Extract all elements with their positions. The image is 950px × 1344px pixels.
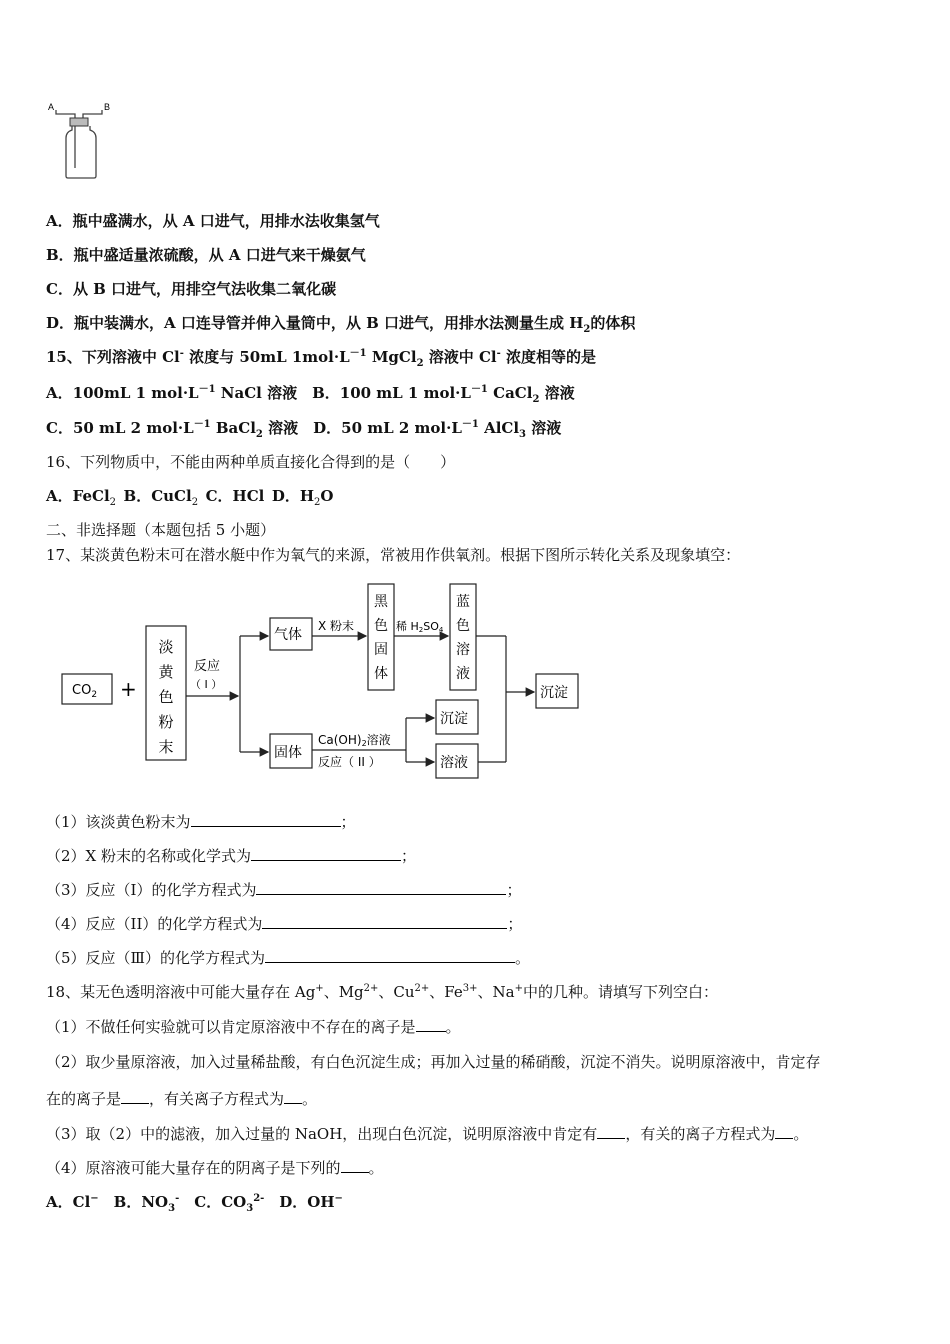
black-solid-char: 黑 [374,594,388,610]
q16-options: A．FeCl$_2$ B．CuCl$_2$ C．HCl D．$H_2O$ [46,487,334,508]
apparatus-label-b: B [104,102,111,112]
gas-label: 气体 [274,627,302,643]
answer-blank[interactable] [251,846,401,861]
caoh2-label: Ca(OH)2溶液 [318,733,391,748]
answer-blank[interactable] [597,1124,625,1139]
answer-blank[interactable] [191,812,341,827]
q18-sub4: （4）原溶液可能大量存在的阴离子是下列的 。 [46,1159,384,1177]
q18-sub2-cont: 在的离子是 ，有关离子方程式为 。 [46,1090,318,1108]
precipitate-label: 沉淀 [440,711,468,727]
q14-option-a: A．瓶中盛满水，从 A 口进气，用排水法收集氢气 [46,212,380,230]
answer-blank[interactable] [262,914,507,929]
black-solid-char: 色 [374,618,388,634]
co2-label: $CO_2$ [72,683,98,700]
powder-char: 末 [158,738,174,756]
conversion-diagram [56,580,596,780]
q18-options: A．Cl− B．$NO_3^-$ C．$CO_3^{2-}$ D．OH− [46,1193,343,1214]
solid-label: 固体 [274,745,302,761]
final-precipitate-label: 沉淀 [540,685,568,701]
powder-char: 黄 [158,663,174,681]
x-powder-label: X 粉末 [318,619,355,633]
powder-vertical-text [158,638,174,756]
q16-stem: 16、下列物质中，不能由两种单质直接化合得到的是（ ） [46,453,456,471]
blue-solution-char: 蓝 [456,594,470,610]
q17-sub4: （4）反应（II）的化学方程式为 ； [46,915,523,933]
q18-sub3: （3）取（2）中的滤液，加入过量的 NaOH，出现白色沉淀，说明原溶液中肯定有 ，有关的离子方程式为 。 [46,1125,809,1143]
powder-char: 粉 [158,713,174,731]
q17-sub2: （2）X 粉末的名称或化学式为 ； [46,847,417,865]
q17-sub5: （5）反应（Ⅲ）的化学方程式为 。 [46,949,531,967]
q15-options-ab: A．100mL 1 $mol\cdot L^{-1}$ NaCl 溶液 B．100 mL 1 $mol\cdot L^{-1}$ CaCl$_2$ 溶液 [46,384,575,405]
answer-blank[interactable] [256,880,506,895]
blue-solution-text [456,593,470,682]
q17-stem: 17、某淡黄色粉末可在潜水艇中作为氧气的来源，常被用作供氧剂。根据下图所示转化关系及现象填空： [46,546,741,564]
q18-sub1: （1）不做任何实验就可以肯定原溶液中不存在的离子是 。 [46,1018,461,1036]
powder-char: 色 [158,688,174,706]
black-solid-text [374,594,389,682]
q17-sub1: （1）该淡黄色粉末为 ； [46,813,356,831]
q15-stem: 15、下列溶液中 Cl- 浓度与 50mL $1mol\cdot L^{-1}$ MgCl$_2$ 溶液中 Cl- 浓度相等的是 [46,348,597,369]
blue-solution-char: 液 [456,666,470,682]
answer-blank[interactable] [775,1124,793,1139]
reaction1-label: 反应 [194,659,221,674]
powder-char: 淡 [158,638,174,656]
black-solid-char: 体 [374,666,388,682]
q15-options-cd: C．50 mL 2 $mol\cdot L^{-1}$ BaCl$_2$ 溶液 D．50 mL 2 $mol\cdot L^{-1}$ AlCl$_3$ 溶液 [46,419,562,440]
section-heading: 二、非选择题（本题包括 5 小题） [46,521,276,539]
h2so4-label: 稀 H2SO4 [396,620,444,634]
black-solid-char: 固 [374,642,388,658]
bottle-body [66,126,96,178]
q14-option-d: D．瓶中装满水，A 口连导管并伸入量筒中，从 B 口进气，用排水法测量生成 $H_2$的体积 [46,314,636,335]
apparatus-label-a: A [48,102,55,112]
answer-blank[interactable] [121,1089,149,1104]
blue-solution-char: 色 [456,618,470,634]
answer-blank[interactable] [341,1158,369,1173]
solution-label: 溶液 [440,755,468,771]
q18-stem: 18、某无色透明溶液中可能大量存在 Ag+、$Mg^{2+}$、$Cu^{2+}$、$Fe^{3+}$、Na+中的几种。请填写下列空白： [46,983,718,1001]
reaction2-label: 反应（ II ） [318,755,381,769]
gas-bottle-figure [44,98,116,182]
plus-sign: + [120,677,137,701]
q17-sub3: （3）反应（I）的化学方程式为 ； [46,881,522,899]
answer-blank[interactable] [265,948,515,963]
blue-solution-char: 溶 [456,642,470,658]
stopper [70,118,88,126]
q14-option-b: B．瓶中盛适量浓硫酸，从 A 口进气来干燥氨气 [46,246,366,264]
q18-sub2: （2）取少量原溶液，加入过量稀盐酸，有白色沉淀生成；再加入过量的稀硝酸，沉淀不消失。说明原溶液中，肯定存 [46,1053,821,1071]
answer-blank[interactable] [284,1089,302,1104]
answer-blank[interactable] [416,1017,446,1032]
reaction1-number: （ I ） [190,678,223,691]
q14-option-c: C．从 B 口进气，用排空气法收集二氧化碳 [46,280,337,298]
